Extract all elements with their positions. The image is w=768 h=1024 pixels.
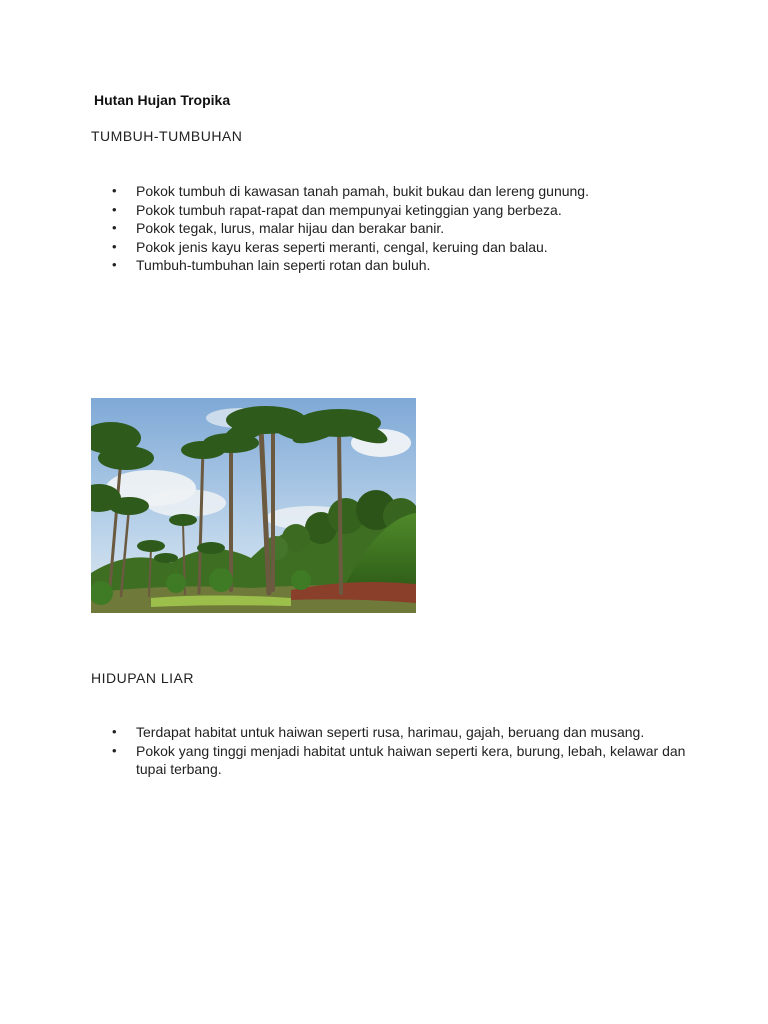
list-item: • Pokok yang tinggi menjadi habitat untuk haiwan seperti kera, burung, lebah, kelawar dan tupai terbang. (108, 742, 688, 779)
section-heading-hidupan-liar: HIDUPAN LIAR (91, 670, 194, 686)
page-title: Hutan Hujan Tropika (94, 92, 231, 108)
list-item: • Pokok tegak, lurus, malar hijau dan berakar banir. (108, 219, 648, 238)
rainforest-photo (91, 398, 416, 613)
section-heading-tumbuhan: TUMBUH-TUMBUHAN (91, 128, 243, 144)
list-item: • Pokok tumbuh rapat-rapat dan mempunyai ketinggian yang berbeza. (108, 201, 648, 220)
list-item: • Terdapat habitat untuk haiwan seperti rusa, harimau, gajah, beruang dan musang. (108, 723, 688, 742)
list-item: • Pokok jenis kayu keras seperti meranti, cengal, keruing dan balau. (108, 238, 648, 257)
bullet-list-tumbuhan (108, 182, 648, 275)
list-item: • Pokok tumbuh di kawasan tanah pamah, bukit bukau dan lereng gunung. (108, 182, 648, 201)
bullet-list-hidupan-liar (108, 723, 688, 779)
list-item: • Tumbuh-tumbuhan lain seperti rotan dan buluh. (108, 256, 648, 275)
